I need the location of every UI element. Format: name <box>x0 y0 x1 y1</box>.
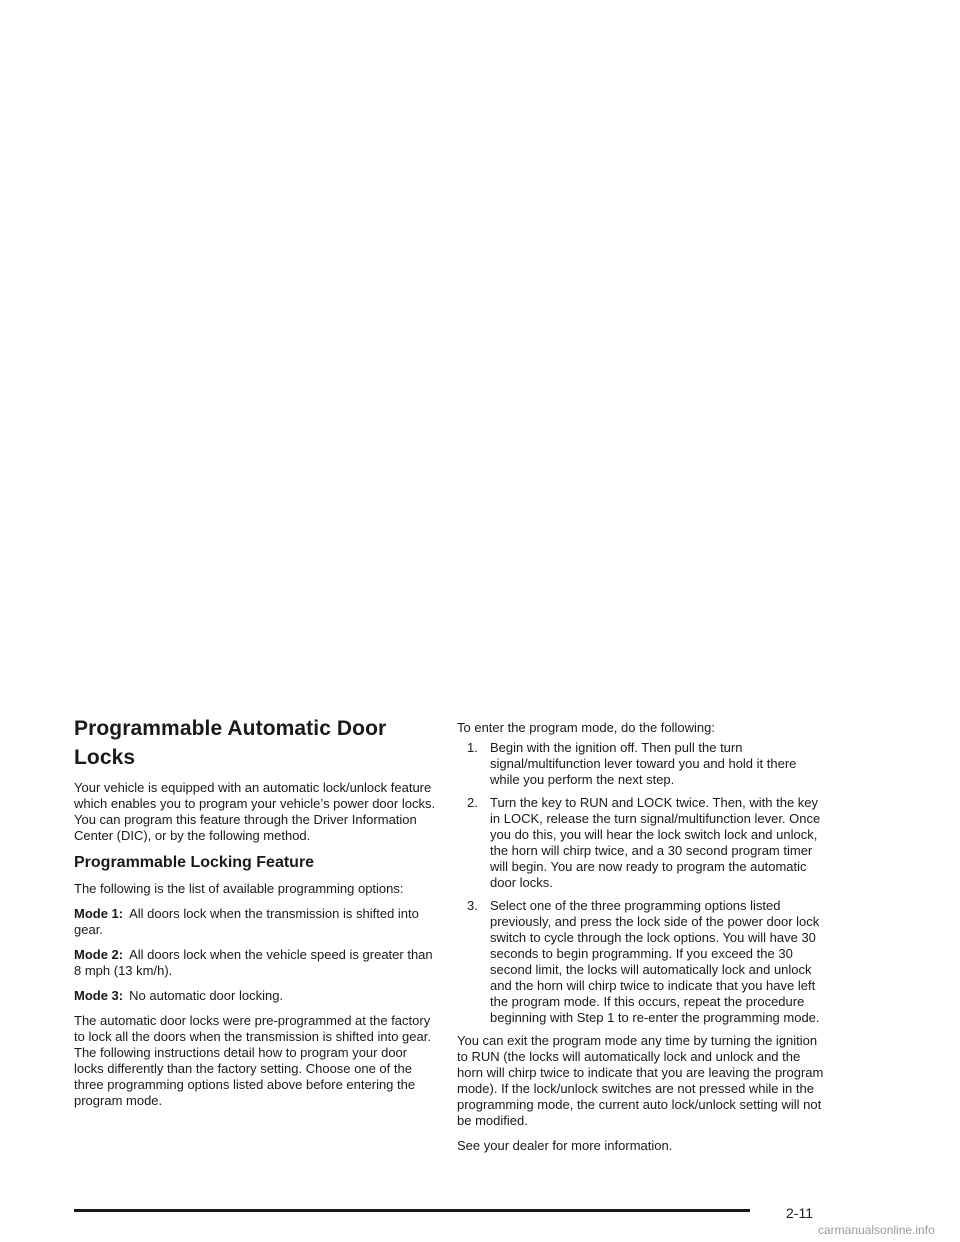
mode-item-3 <box>74 988 439 1004</box>
step-number: 3. <box>467 898 478 913</box>
intro-paragraph: Your vehicle is equipped with an automatic lock/unlock feature which enables you to program your vehicle’s power door locks. You can program this feature through the Driver Information Center (DIC), or by the following method. <box>74 780 436 843</box>
watermark-text: carmanualsonline.info <box>818 1223 935 1237</box>
step-2 <box>457 795 827 891</box>
dealer-note: See your dealer for more information. <box>457 1138 673 1153</box>
step-3 <box>457 898 827 1026</box>
step-text: Select one of the three programming options listed previously, and press the lock side of the power door lock switch to cycle through the lock options. You will have 30 seconds to begin programming. If you exceed the 30 second limit, the locks will automatically lock and unlock and the horn will chirp twice to indicate that you have left the program mode. If this occurs, repeat the procedure beginning with Step 1 to re-enter the programming mode. <box>490 898 820 1025</box>
mode-text: All doors lock when the vehicle speed is greater than 8 mph (13 km/h). <box>74 947 433 978</box>
mode-label: Mode 3: <box>74 988 124 1003</box>
options-intro: The following is the list of available programming options: <box>74 881 404 896</box>
step-number: 2. <box>467 795 478 810</box>
page-number: 2-11 <box>786 1205 813 1221</box>
factory-note: The automatic door locks were pre-programmed at the factory to lock all the doors when the transmission is shifted into gear. The following instructions detail how to program your door locks differently than the factory setting. Choose one of the three programming options listed above before entering the program mode. <box>74 1013 431 1108</box>
mode-label: Mode 1: <box>74 906 124 921</box>
section-heading: Programmable Locking Feature <box>74 854 315 871</box>
mode-text: All doors lock when the transmission is shifted into gear. <box>74 906 419 937</box>
mode-label: Mode 2: <box>74 947 124 962</box>
step-text: Begin with the ignition off. Then pull the turn signal/multifunction lever toward you and hold it there while you perform the next step. <box>490 740 797 787</box>
mode-item-2 <box>74 947 439 979</box>
step-text: Turn the key to RUN and LOCK twice. Then, with the key in LOCK, release the turn signal/multifunction lever. Once you do this, you will hear the lock switch lock and unlock, the horn will chirp twice, and a 30 second program timer will begin. You are now ready to program the automatic door locks. <box>490 795 821 890</box>
page-title: Programmable Automatic Door Locks <box>74 717 387 769</box>
step-1 <box>457 740 827 788</box>
left-column <box>74 714 439 1118</box>
mode-text: No automatic door locking. <box>129 988 284 1003</box>
footer-rule <box>74 1209 750 1212</box>
program-intro: To enter the program mode, do the following: <box>457 720 715 735</box>
right-column <box>457 720 827 1163</box>
step-number: 1. <box>467 740 478 755</box>
mode-item-1 <box>74 906 439 938</box>
exit-note: You can exit the program mode any time by turning the ignition to RUN (the locks will automatically lock and unlock and the horn will chirp twice to indicate that you are leaving the program mode). If the lock/unlock switches are not pressed while in the programming mode, the current auto lock/unlock setting will not be modified. <box>457 1033 824 1128</box>
